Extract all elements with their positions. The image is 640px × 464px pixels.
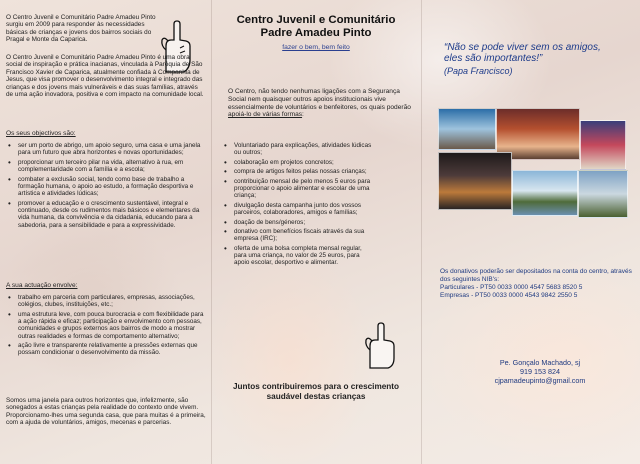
support-item: • donativo com benefícios fiscais através da sua empresa (IRC); — [222, 228, 372, 243]
contact-name: Pe. Gonçalo Machado, sj — [499, 358, 581, 367]
quote-line-2: eles são importantes!” — [444, 53, 543, 64]
page-title — [212, 14, 420, 40]
support-item: • Voluntariado para explicações, atividades lúdicas ou outros; — [222, 142, 372, 157]
contact-block — [440, 358, 640, 385]
objective-item: • combater a exclusão social, tendo como base de trabalho a formação humana, o apoio ao estudo, a formação desportiva e artística e atividades lúdicas; — [6, 176, 204, 198]
contact-phone: 919 153 824 — [520, 367, 560, 376]
support-item: • doação de bens/géneros; — [222, 219, 372, 226]
support-intro-link: apoiá-lo de várias formas — [228, 111, 303, 119]
objective-item: • ser um porto de abrigo, um apoio seguro, uma casa e uma janela para um futuro que abra horizontes e novas oportunidades; — [6, 142, 204, 157]
intro-paragraph-1: O Centro Juvenil e Comunitário Padre Amadeu Pinto surgiu em 2009 para responder às necessidades básicas de crianças e jovens dos bairros sociais do Pragal e Monte da Caparica. — [6, 14, 156, 44]
action-item: • trabalho em parceria com particulares, empresas, associações, colégios, clubes, instituições, etc.; — [6, 294, 204, 309]
nib-empresas: Empresas - PT50 0033 0000 4543 9842 2550 5 — [440, 292, 578, 299]
support-item: • compra de artigos feitos pelas nossas crianças; — [222, 168, 372, 175]
pope-quote — [444, 42, 634, 64]
contact-email[interactable]: cjpamadeupinto@gmail.com — [494, 376, 586, 385]
title-line-1: Centro Juvenil e Comunitário — [236, 14, 396, 26]
children-photo — [580, 120, 626, 170]
title-line-2: Padre Amadeu Pinto — [260, 27, 372, 39]
objective-item: • promover a educação e o crescimento sustentável, integral e continuado, desde os rudimentos mais básicos e elementares da vida humana, da convivência e da cidadania, educando para a sabedoria, para a sensibilidade e para a expressividade. — [6, 200, 204, 229]
outdoor-photo — [578, 170, 628, 218]
group-photo — [438, 108, 496, 150]
objectives-list — [6, 142, 204, 231]
pointing-hand-icon — [364, 322, 400, 372]
objectives-heading: Os seus objectivos são: — [6, 130, 76, 137]
action-item: • uma estrutura leve, com pouca burocracia e com flexibilidade para a ação rápida e eficaz; participação e envolvimento com pessoas, comunidades e grupos externos aos bairros de modo a mostrar outras realidades e formas de comportamento alternativo; — [6, 311, 204, 340]
left-panel — [0, 0, 210, 464]
tagline: fazer o bem, bem feito — [282, 44, 350, 51]
outro-paragraph: Somos uma janela para outros horizontes que, infelizmente, são sonegados a estas crianças pela realidade do contexto onde vivem. Proporcionamo-lhes uma segunda casa, que para muitas é a primeira, com a ajuda de voluntários, amigos, mecenas e parcerias. — [6, 397, 206, 427]
support-intro-colon: : — [302, 111, 304, 119]
support-item: • divulgação desta campanha junto dos vossos parceiros, colaboradores, amigos e famílias; — [222, 202, 372, 217]
objective-item: • proporcionar um terceiro pilar na vida, alternativo à rua, em complementaridade com a família e a escola; — [6, 159, 204, 174]
quote-line-1: “Não se pode viver sem os amigos, — [444, 42, 601, 53]
photo-collage — [438, 108, 638, 248]
actions-list — [6, 294, 204, 359]
action-heading: A sua actuação envolve: — [6, 282, 78, 289]
quote-source: (Papa Francisco) — [444, 66, 513, 76]
nib-particulares: Particulares - PT50 0033 0000 4547 5683 8520 5 — [440, 284, 583, 291]
action-item: • ação livre e transparente relativamente a pressões externas que possam condicionar o desenvolvimento da missão. — [6, 342, 204, 357]
nib-block — [440, 268, 640, 300]
dance-photo — [438, 152, 512, 210]
closing-line-2: saudável destas crianças — [266, 392, 366, 401]
right-panel — [422, 0, 640, 464]
support-list — [222, 142, 372, 269]
nib-intro: Os donativos poderão ser depositados na conta do centro, através dos seguintes NIB's: — [440, 268, 632, 283]
support-item: • colaboração em projetos concretos; — [222, 159, 372, 166]
support-item: • contribuição mensal de pelo menos 5 euros para proporcionar o apoio alimentar e escolar de uma criança; — [222, 178, 372, 200]
middle-panel — [212, 0, 420, 464]
closing-line-1: Juntos contribuiremos para o crescimento — [232, 382, 400, 391]
intro-paragraph-2: O Centro Juvenil e Comunitário Padre Amadeu Pinto é uma obra social de inspiração e prática inacianas, vinculada à Paróquia de São Francisco Xavier de Caparica, atualmente confiada à Companhia de Jesus, que visa promover o desenvolvimento integral e integrado das crianças e dos jovens mais vulneráveis e das suas famílias, através de uma ação inovadora, positiva e com impacto na comunidade local. — [6, 54, 204, 99]
support-intro — [228, 88, 414, 119]
support-item: • oferta de uma bolsa completa mensal regular, para uma criança, no valor de 25 euros, para apoio escolar, desportivo e alimentar. — [222, 245, 372, 267]
support-intro-text: O Centro, não tendo nenhumas ligações com a Segurança Social nem quaisquer outros apoios institucionais vive essencialmente de voluntários e benfeitores, os quais poderão — [228, 88, 411, 111]
closing-message — [212, 382, 420, 402]
lake-photo — [512, 170, 578, 216]
